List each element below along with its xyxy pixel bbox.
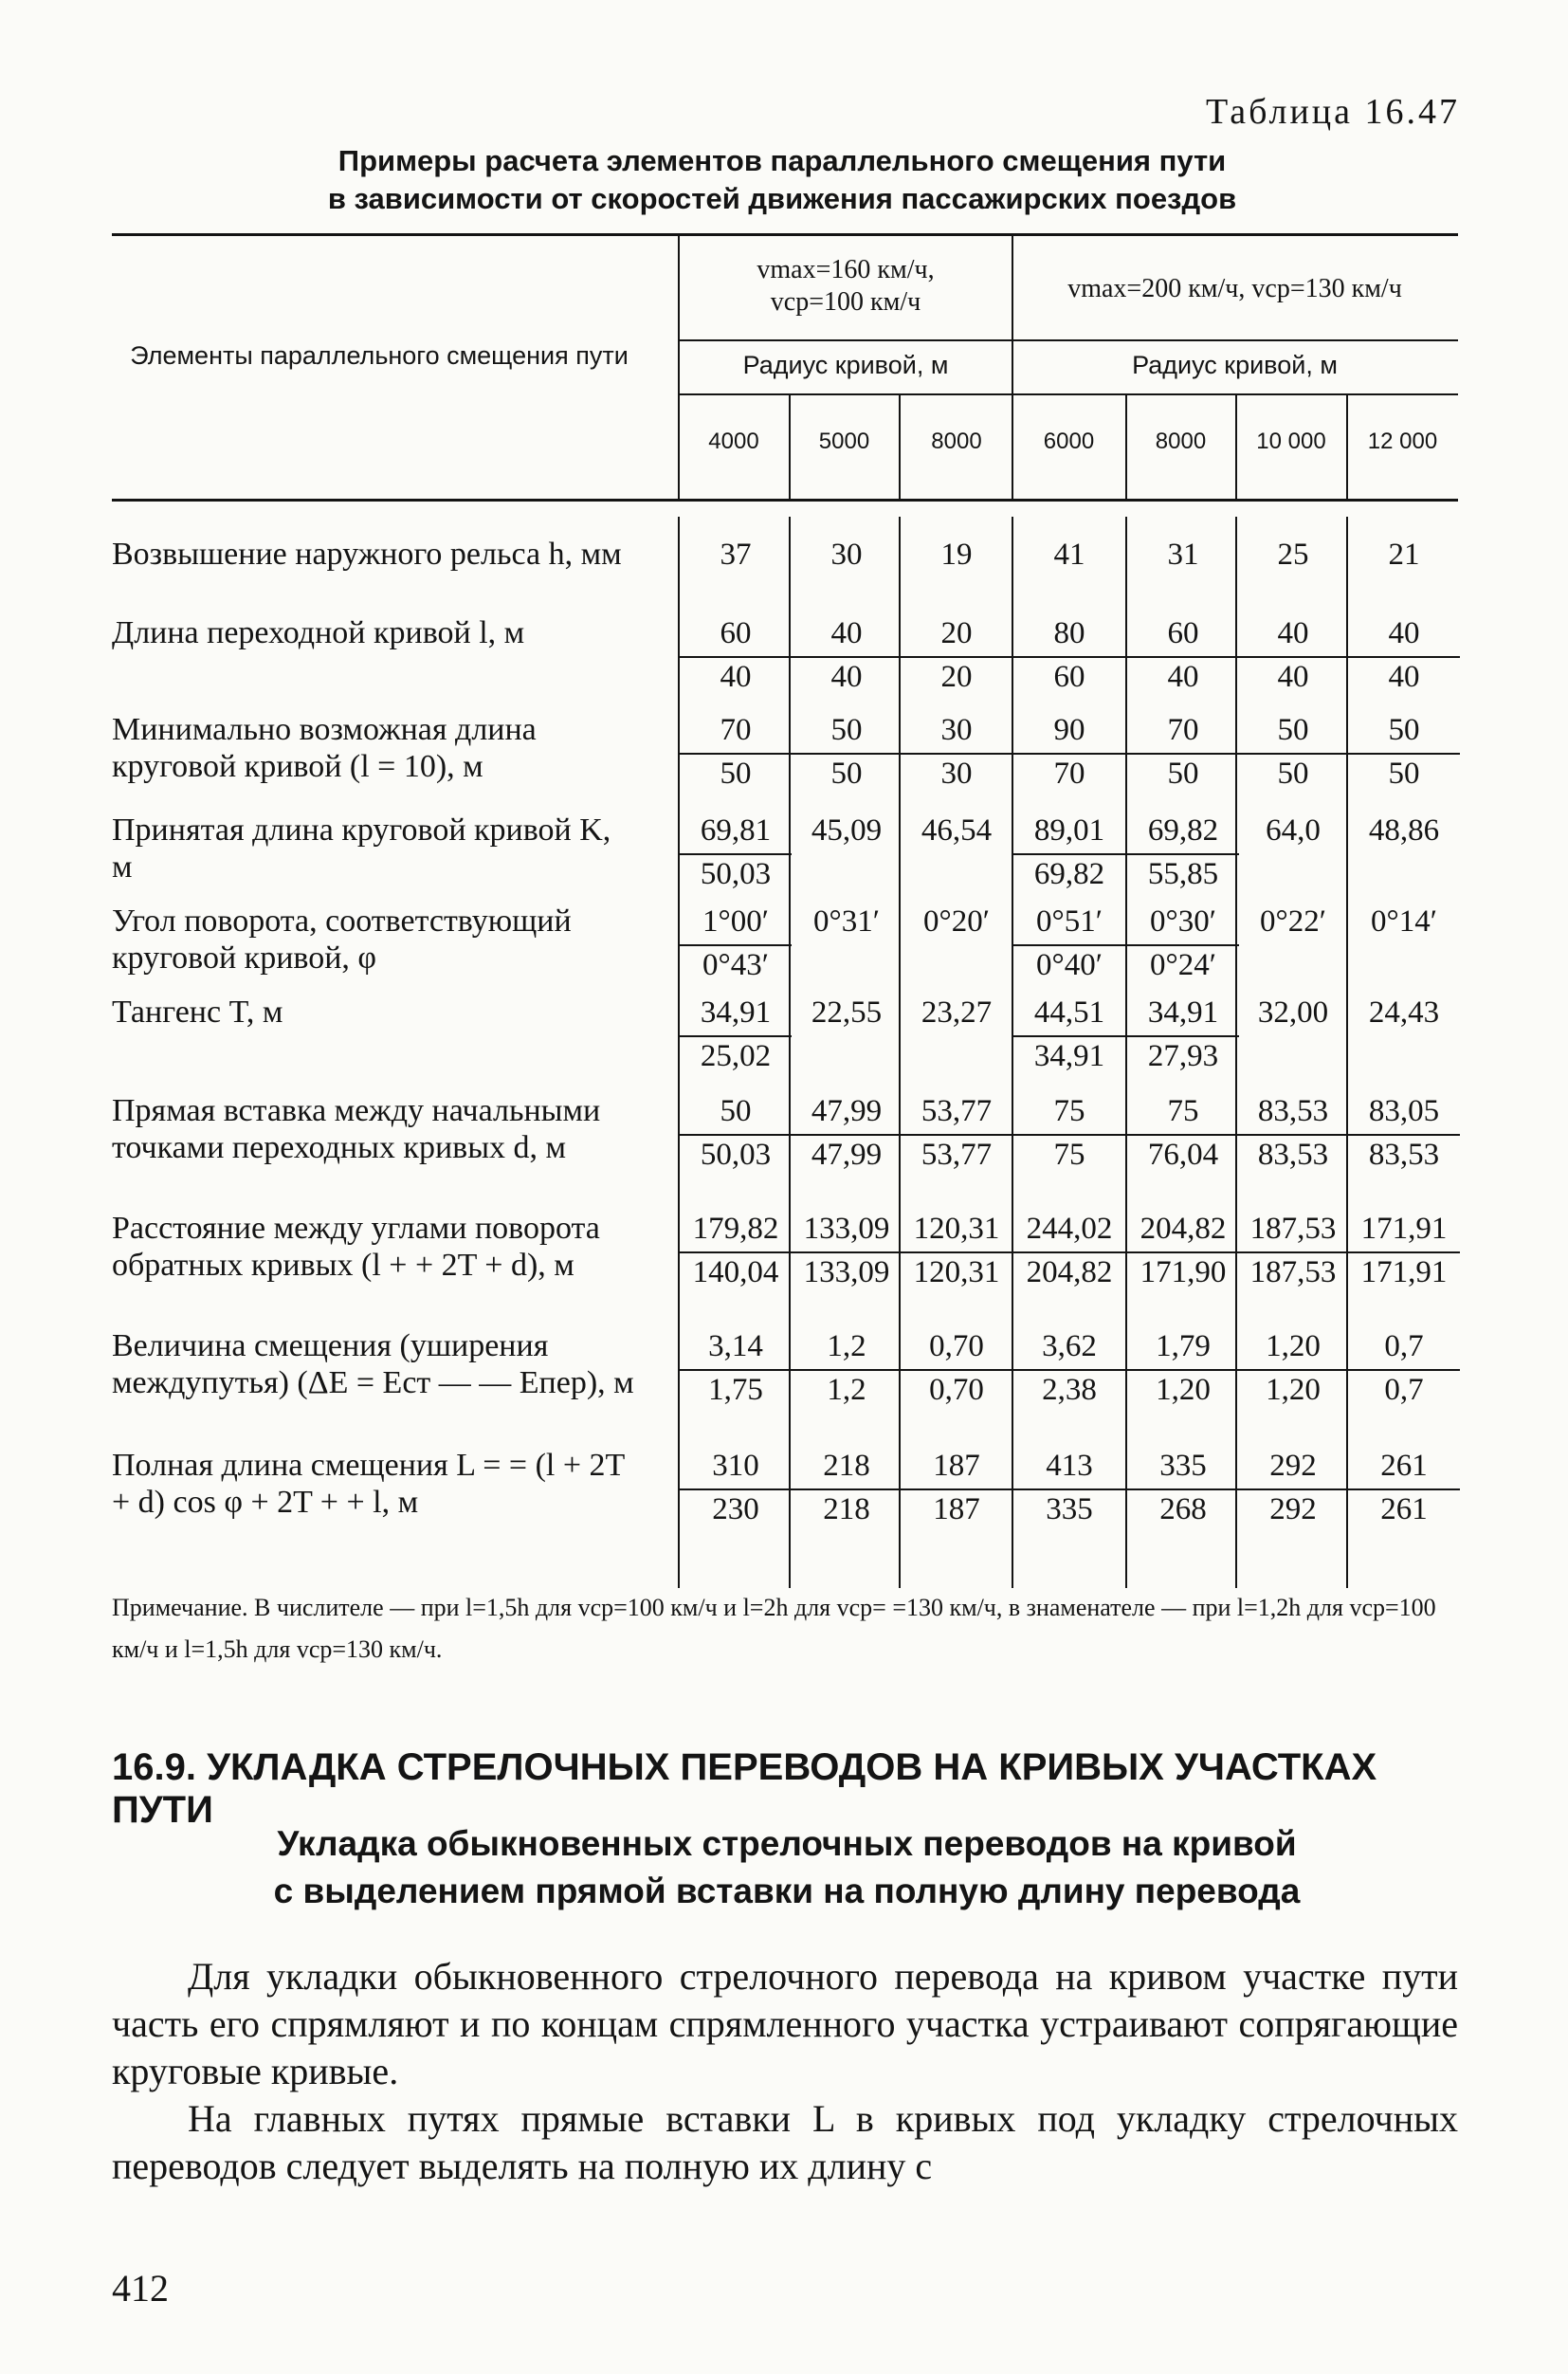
page-number: 412 (112, 2267, 169, 2310)
cell-numerator: 69,81 (700, 813, 772, 848)
cell-numerator: 187,53 (1249, 1212, 1337, 1246)
cell-numerator: 335 (1159, 1449, 1207, 1483)
cell-denominator: 218 (791, 1488, 903, 1528)
cell-numerator: 47,99 (811, 1094, 883, 1128)
cell-numerator: 0,7 (1384, 1329, 1424, 1363)
cell-numerator: 1°00′ (702, 904, 769, 939)
cell-denominator: 50 (1237, 753, 1349, 793)
cell-numerator: 40 (830, 616, 863, 650)
cell-denominator: 204,82 (1013, 1251, 1125, 1291)
cell-numerator: 34,91 (1147, 995, 1219, 1030)
cell-numerator: 40 (1388, 616, 1420, 650)
cell-denominator: 60 (1013, 656, 1125, 696)
table-title (190, 142, 1375, 218)
cell-denominator: 53,77 (901, 1134, 1012, 1174)
row-label: Величина смещения (уширения междупутья) (ΔE = Eст — — Eпер), м (112, 1328, 634, 1400)
cell-numerator: 60 (1167, 616, 1199, 650)
cell-numerator: 1,20 (1266, 1329, 1321, 1363)
cell-numerator: 0°51′ (1036, 904, 1103, 939)
cell-numerator: 70 (1167, 713, 1199, 747)
row-label: Длина переходной кривой l, м (112, 615, 525, 650)
cell-numerator: 204,82 (1140, 1212, 1227, 1246)
cell-numerator: 30 (940, 713, 973, 747)
cell-numerator: 3,62 (1042, 1329, 1097, 1363)
cell-denominator: 55,85 (1127, 853, 1239, 893)
radius-cell: 5000 (818, 429, 870, 454)
cell-denominator: 50 (1348, 753, 1460, 793)
cell-numerator: 292 (1269, 1449, 1317, 1483)
cell-numerator: 0,70 (929, 1329, 984, 1363)
cell-numerator: 24,43 (1368, 995, 1440, 1030)
cell-numerator: 244,02 (1026, 1212, 1113, 1246)
section-title: 16.9. УКЛАДКА СТРЕЛОЧНЫХ ПЕРЕВОДОВ НА КРИВЫХ УЧАСТКАХ ПУТИ (112, 1746, 1377, 1831)
cell-numerator: 34,91 (700, 995, 772, 1030)
cell-numerator: 21 (1388, 538, 1420, 572)
row-label: Возвышение наружного рельса h, мм (112, 537, 622, 572)
cell-numerator: 41 (1053, 538, 1085, 572)
cell-numerator: 31 (1167, 538, 1199, 572)
cell-numerator: 60 (720, 616, 752, 650)
cell-denominator: 75 (1013, 1134, 1125, 1174)
radius-cell: 10 000 (1256, 429, 1326, 454)
paragraph-2: На главных путях прямые вставки L в кривых под укладку стрелочных переводов следует выделять на полную их длину с (112, 2097, 1458, 2187)
cell-numerator: 53,77 (921, 1094, 993, 1128)
cell-numerator: 48,86 (1368, 813, 1440, 848)
cell-denominator: 230 (680, 1488, 792, 1528)
cell-numerator: 30 (830, 538, 863, 572)
cell-numerator: 23,27 (921, 995, 993, 1030)
cell-denominator: 27,93 (1127, 1035, 1239, 1075)
cell-denominator: 25,02 (680, 1035, 792, 1075)
speed-group-2-header: vmax=200 км/ч, vср=130 км/ч (1067, 274, 1402, 303)
cell-numerator: 89,01 (1033, 813, 1105, 848)
cell-denominator: 0°43′ (680, 944, 792, 984)
cell-numerator: 45,09 (811, 813, 883, 848)
cell-numerator: 218 (823, 1449, 870, 1483)
cell-denominator: 83,53 (1237, 1134, 1349, 1174)
speed-group-1-header (680, 254, 1012, 319)
cell-numerator: 413 (1046, 1449, 1093, 1483)
cell-numerator: 37 (720, 538, 752, 572)
cell-numerator: 83,53 (1257, 1094, 1329, 1128)
cell-denominator: 187,53 (1237, 1251, 1349, 1291)
table-title-line-1: Примеры расчета элементов параллельного смещения пути (337, 144, 1227, 177)
subsection-title-line-2: с выделением прямой вставки на полную длину перевода (273, 1872, 1301, 1910)
cell-numerator: 0°20′ (923, 904, 990, 939)
cell-denominator: 30 (901, 753, 1012, 793)
radius-header-1: Радиус кривой, м (742, 351, 949, 379)
cell-denominator: 76,04 (1127, 1134, 1239, 1174)
cell-denominator: 40 (1348, 656, 1460, 696)
cell-numerator: 120,31 (913, 1212, 1000, 1246)
cell-numerator: 50 (1388, 713, 1420, 747)
cell-numerator: 50 (830, 713, 863, 747)
cell-denominator: 171,90 (1127, 1251, 1239, 1291)
row-label: Тангенс T, м (112, 995, 283, 1030)
cell-denominator: 133,09 (791, 1251, 903, 1291)
cell-denominator: 120,31 (901, 1251, 1012, 1291)
cell-numerator: 75 (1053, 1094, 1085, 1128)
cell-denominator: 0,7 (1348, 1369, 1460, 1409)
cell-denominator: 50 (791, 753, 903, 793)
cell-denominator: 40 (680, 656, 792, 696)
paragraph-1: Для укладки обыкновенного стрелочного перевода на кривом участке пути часть его спрямляют и по концам спрямленного участка устраивают сопрягающие круговые кривые. (112, 1955, 1458, 2092)
row-label: Минимально возможная длина круговой кривой (l = 10), м (112, 712, 537, 784)
cell-denominator: 1,2 (791, 1369, 903, 1409)
cell-denominator: 140,04 (680, 1251, 792, 1291)
speed-group-1-line-1: vmax=160 км/ч, (757, 255, 935, 284)
cell-denominator: 1,75 (680, 1369, 792, 1409)
cell-numerator: 22,55 (811, 995, 883, 1030)
cell-denominator: 335 (1013, 1488, 1125, 1528)
cell-denominator: 20 (901, 656, 1012, 696)
cell-denominator: 40 (1127, 656, 1239, 696)
cell-numerator: 0°22′ (1260, 904, 1326, 939)
cell-denominator: 40 (791, 656, 903, 696)
radius-group2-rule (1012, 339, 1458, 341)
cell-numerator: 0°14′ (1371, 904, 1437, 939)
cell-denominator: 2,38 (1013, 1369, 1125, 1409)
cell-denominator: 50 (1127, 753, 1239, 793)
cell-denominator: 268 (1127, 1488, 1239, 1528)
cell-denominator: 34,91 (1013, 1035, 1125, 1075)
row-label: Расстояние между углами поворота обратных кривых (l + + 2T + d), м (112, 1211, 600, 1283)
cell-numerator: 70 (720, 713, 752, 747)
cell-numerator: 1,79 (1156, 1329, 1211, 1363)
cell-denominator: 1,20 (1127, 1369, 1239, 1409)
cell-numerator: 19 (940, 538, 973, 572)
row-label: Угол поворота, соответствующий круговой кривой, φ (112, 904, 572, 976)
cell-numerator: 187 (933, 1449, 980, 1483)
row-label: Полная длина смещения L = = (l + 2T + d) cos φ + 2T + + l, м (112, 1448, 625, 1520)
radius-header-2: Радиус кривой, м (1132, 351, 1338, 379)
cell-numerator: 261 (1380, 1449, 1428, 1483)
row-label: Принятая длина круговой кривой K, м (112, 813, 611, 885)
table-note: Примечание. В числителе — при l=1,5h для vср=100 км/ч и l=2h для vср= =130 км/ч, в знаменателе — при l=1,2h для vср=100 км/ч и l=1,5h для vср=130 км/ч. (112, 1594, 1436, 1663)
elements-header: Элементы параллельного смещения пути (130, 341, 629, 370)
cell-numerator: 46,54 (921, 813, 993, 848)
cell-denominator: 47,99 (791, 1134, 903, 1174)
cell-denominator: 171,91 (1348, 1251, 1460, 1291)
cell-denominator: 0°40′ (1013, 944, 1125, 984)
cell-numerator: 64,0 (1266, 813, 1321, 848)
cell-numerator: 133,09 (803, 1212, 890, 1246)
cell-numerator: 83,05 (1368, 1094, 1440, 1128)
cell-numerator: 90 (1053, 713, 1085, 747)
header-bottom-rule (112, 499, 1458, 502)
table-title-line-2: в зависимости от скоростей движения пассажирских поездов (327, 182, 1237, 215)
cell-numerator: 3,14 (708, 1329, 763, 1363)
radius-group1-rule (680, 339, 1012, 341)
cell-numerator: 40 (1277, 616, 1309, 650)
cell-numerator: 75 (1167, 1094, 1199, 1128)
cell-denominator: 0°24′ (1127, 944, 1239, 984)
cell-numerator: 25 (1277, 538, 1309, 572)
cell-denominator: 50,03 (680, 1134, 792, 1174)
cell-numerator: 69,82 (1147, 813, 1219, 848)
subsection-title-line-1: Укладка обыкновенных стрелочных переводов на кривой (277, 1824, 1297, 1863)
cell-denominator: 1,20 (1237, 1369, 1349, 1409)
subsection-title (142, 1820, 1431, 1915)
cell-numerator: 32,00 (1257, 995, 1329, 1030)
speed-group-1-line-2: vср=100 км/ч (770, 287, 921, 317)
cell-numerator: 20 (940, 616, 973, 650)
cell-numerator: 171,91 (1360, 1212, 1448, 1246)
cell-denominator: 83,53 (1348, 1134, 1460, 1174)
cell-denominator: 187 (901, 1488, 1012, 1528)
cell-denominator: 40 (1237, 656, 1349, 696)
table-top-rule (112, 233, 1458, 236)
cell-numerator: 179,82 (692, 1212, 779, 1246)
cell-numerator: 50 (720, 1094, 752, 1128)
cell-numerator: 50 (1277, 713, 1309, 747)
radius-cell: 12 000 (1367, 429, 1438, 454)
table-label: Таблица 16.47 (1205, 92, 1460, 132)
cell-denominator: 70 (1013, 753, 1125, 793)
radius-cell: 8000 (931, 429, 982, 454)
cell-numerator: 1,2 (827, 1329, 866, 1363)
cell-numerator: 44,51 (1033, 995, 1105, 1030)
cell-denominator: 261 (1348, 1488, 1460, 1528)
radius-cell: 4000 (708, 429, 759, 454)
cell-numerator: 0°31′ (813, 904, 880, 939)
cell-numerator: 80 (1053, 616, 1085, 650)
cell-numerator: 310 (712, 1449, 759, 1483)
cell-denominator: 50,03 (680, 853, 792, 893)
cell-denominator: 292 (1237, 1488, 1349, 1528)
cell-denominator: 0,70 (901, 1369, 1012, 1409)
row-label: Прямая вставка между начальными точками переходных кривых d, м (112, 1093, 601, 1165)
cell-denominator: 69,82 (1013, 853, 1125, 893)
cell-denominator: 50 (680, 753, 792, 793)
cell-numerator: 0°30′ (1150, 904, 1216, 939)
radius-cell: 8000 (1155, 429, 1207, 454)
radius-cell: 6000 (1043, 429, 1095, 454)
radius-values-rule-1 (680, 393, 1012, 395)
